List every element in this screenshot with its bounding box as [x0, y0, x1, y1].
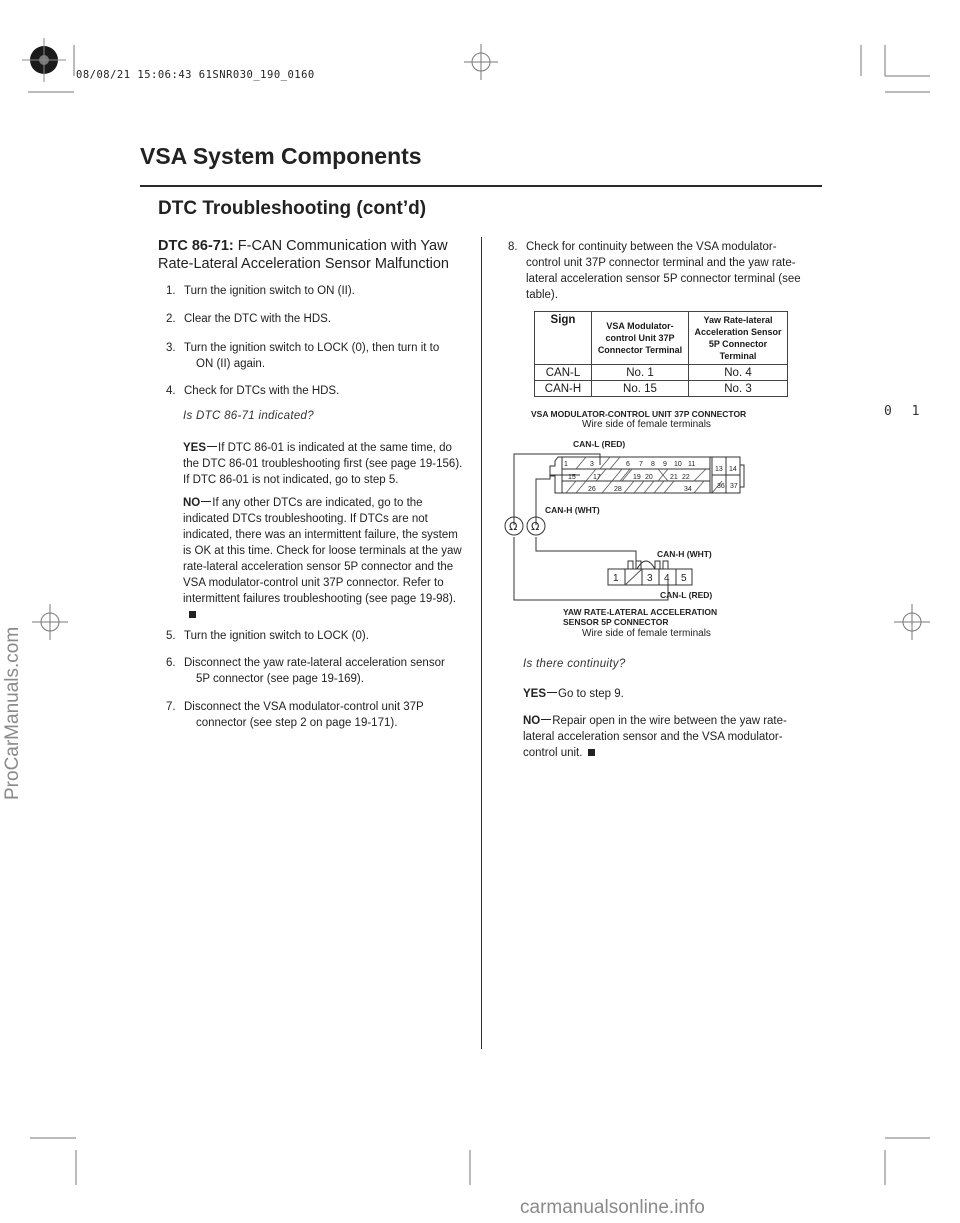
- pin-label: 15: [568, 474, 576, 481]
- table-cell: CAN-L: [535, 365, 592, 381]
- yaw-connector-title-1: YAW RATE-LATERAL ACCELERATION: [563, 607, 718, 617]
- step-3: [166, 340, 466, 372]
- pin-label: 11: [688, 461, 696, 468]
- step-number: 5.: [166, 630, 176, 642]
- step-8: [508, 239, 808, 303]
- pin-label: 22: [682, 474, 690, 481]
- answer-no-1: [183, 495, 465, 623]
- step-text: Check for continuity between the VSA modulator-: [526, 241, 777, 253]
- pin-label: 3: [590, 461, 594, 468]
- yes-label: YES: [183, 442, 207, 454]
- yes-text: Go to step 9.: [558, 688, 624, 700]
- step-7: [166, 699, 466, 731]
- step-number: 1.: [166, 285, 176, 297]
- step-2: [166, 311, 466, 327]
- yaw-5p-latch: [628, 561, 668, 569]
- wiring-diagram: [500, 435, 790, 610]
- dtc-description: F-CAN Communication with Yaw Rate-Lateral Acceleration Sensor Malfunction: [158, 238, 449, 272]
- dash: [541, 719, 551, 720]
- pin-label: 34: [684, 486, 692, 493]
- step-text: Turn the ignition switch to LOCK (0).: [184, 630, 369, 642]
- pin-label: 1: [564, 461, 568, 468]
- pin-label: 26: [588, 486, 596, 493]
- pin-label: 21: [670, 474, 678, 481]
- pin-label: 14: [729, 466, 737, 473]
- step-number: 7.: [166, 701, 176, 713]
- table-cell: No. 3: [689, 381, 788, 397]
- yaw-connector-subtitle: Wire side of female terminals: [582, 628, 711, 639]
- dash: [201, 501, 211, 502]
- step-number: 6.: [166, 657, 176, 669]
- yes-label: YES: [523, 688, 547, 700]
- pin-label: 5: [681, 573, 687, 584]
- print-stamp: 08/08/21 15:06:43 61SNR030_190_0160: [76, 69, 315, 81]
- question-2: Is there continuity?: [523, 658, 626, 670]
- table-cell: No. 15: [592, 381, 689, 397]
- bottom-watermark: carmanualsonline.info: [520, 1197, 705, 1218]
- wire-label-can-l-red: CAN-L (RED): [573, 439, 626, 449]
- terminal-table: [534, 311, 788, 397]
- table-row: [535, 365, 788, 381]
- section-subtitle: DTC Troubleshooting (cont’d): [158, 198, 427, 219]
- title-rule: [140, 185, 822, 187]
- page-title: VSA System Components: [140, 143, 422, 169]
- no-label: NO: [183, 497, 201, 509]
- pin-label: 9: [663, 461, 667, 468]
- step-text: Turn the ignition switch to ON (II).: [184, 285, 355, 297]
- wire-can-h-bottom: [536, 537, 636, 569]
- no-label: NO: [523, 715, 541, 727]
- step-text: Disconnect the VSA modulator-control unit 37P: [184, 701, 424, 713]
- column-divider: [481, 237, 482, 1049]
- wire-label-can-h-wht-2: CAN-H (WHT): [657, 549, 712, 559]
- pin-label: 20: [645, 474, 653, 481]
- table-cell: No. 1: [592, 365, 689, 381]
- step-text-cont: ON (II) again.: [196, 358, 266, 370]
- table-cell: No. 4: [689, 365, 788, 381]
- step-number: 2.: [166, 313, 176, 325]
- vsa-connector-title: VSA MODULATOR-CONTROL UNIT 37P CONNECTOR: [531, 409, 747, 419]
- step-text: Clear the DTC with the HDS.: [184, 313, 331, 325]
- step-text-cont: control unit 37P connector terminal and the yaw rate-lateral acceleration sensor 5P connector terminal (see table).: [526, 257, 801, 301]
- side-watermark: ProCarManuals.com: [2, 626, 23, 800]
- step-text-cont: 5P connector (see page 19-169).: [196, 673, 364, 685]
- table-row: [535, 381, 788, 397]
- pin-label: 4: [664, 573, 670, 584]
- question-1: Is DTC 86-71 indicated?: [183, 410, 314, 422]
- table-header-sign: Sign: [535, 312, 592, 365]
- wire-label-can-l-red-2: CAN-L (RED): [660, 590, 713, 600]
- wire-label-can-h-wht: CAN-H (WHT): [545, 505, 600, 515]
- answer-yes-1: [183, 440, 465, 488]
- ohm-icon: Ω: [509, 520, 518, 533]
- table-header-row: [535, 312, 788, 365]
- step-text: Disconnect the yaw rate-lateral acceleration sensor: [184, 657, 445, 669]
- pin-label: 37: [730, 483, 738, 490]
- pin-label: 6: [626, 461, 630, 468]
- end-mark-icon: [189, 611, 196, 618]
- no-text: Repair open in the wire between the yaw rate-lateral acceleration sensor and the VSA modulator-control unit.: [523, 715, 787, 759]
- step-text: Turn the ignition switch to LOCK (0), then turn it to: [184, 342, 440, 354]
- pin-label: 7: [639, 461, 643, 468]
- step-5: [166, 628, 466, 644]
- yaw-5p-lock-tab: [637, 561, 655, 569]
- pin-label: 13: [715, 466, 723, 473]
- pin-label: 10: [674, 461, 682, 468]
- wire-can-h-top: [536, 475, 580, 525]
- step-4: [166, 383, 466, 399]
- dtc-heading: [158, 237, 478, 273]
- step-number: 3.: [166, 342, 176, 354]
- dash: [547, 692, 557, 693]
- step-text: Check for DTCs with the HDS.: [184, 385, 340, 397]
- vsa-connector-subtitle: Wire side of female terminals: [582, 419, 711, 430]
- pin-label: 28: [614, 486, 622, 493]
- table-header-yaw: Yaw Rate-lateral Acceleration Sensor 5P Connector Terminal: [689, 312, 788, 365]
- step-6: [166, 655, 466, 687]
- pin-label: 17: [593, 474, 601, 481]
- yes-text: If DTC 86-01 is indicated at the same time, do the DTC 86-01 troubleshooting first (see page 19-156). If DTC 86-01 is not indicated, go to step 5.: [183, 442, 463, 486]
- step-1: [166, 283, 466, 299]
- answer-no-2: [523, 713, 808, 761]
- end-mark-icon: [588, 749, 595, 756]
- step-number: 4.: [166, 385, 176, 397]
- table-cell: CAN-H: [535, 381, 592, 397]
- pin-label: 19: [633, 474, 641, 481]
- ohm-icon: Ω: [531, 520, 540, 533]
- page-number: 0 1: [884, 404, 926, 419]
- pin-label: 3: [647, 573, 653, 584]
- table-header-vsa: VSA Modulator-control Unit 37P Connector Terminal: [592, 312, 689, 365]
- step-number: 8.: [508, 241, 518, 253]
- dash: [207, 446, 217, 447]
- dtc-code: DTC 86-71:: [158, 238, 234, 254]
- pin-label: 8: [651, 461, 655, 468]
- yaw-connector-title-2: SENSOR 5P CONNECTOR: [563, 617, 669, 627]
- pin-label: 1: [613, 573, 619, 584]
- answer-yes-2: [523, 686, 813, 702]
- no-text: If any other DTCs are indicated, go to the indicated DTCs troubleshooting. If DTCs are not indicated, there was an intermittent failure, the system is OK at this time. Check for loose terminals at the yaw rate-lateral acceleration sensor 5P connector and the VSA modulator-control unit 37P connector. Refer to intermittent failures troubleshooting (see page 19-98).: [183, 497, 462, 605]
- pin-label: 36: [717, 483, 725, 490]
- step-text-cont: connector (see step 2 on page 19-171).: [196, 717, 398, 729]
